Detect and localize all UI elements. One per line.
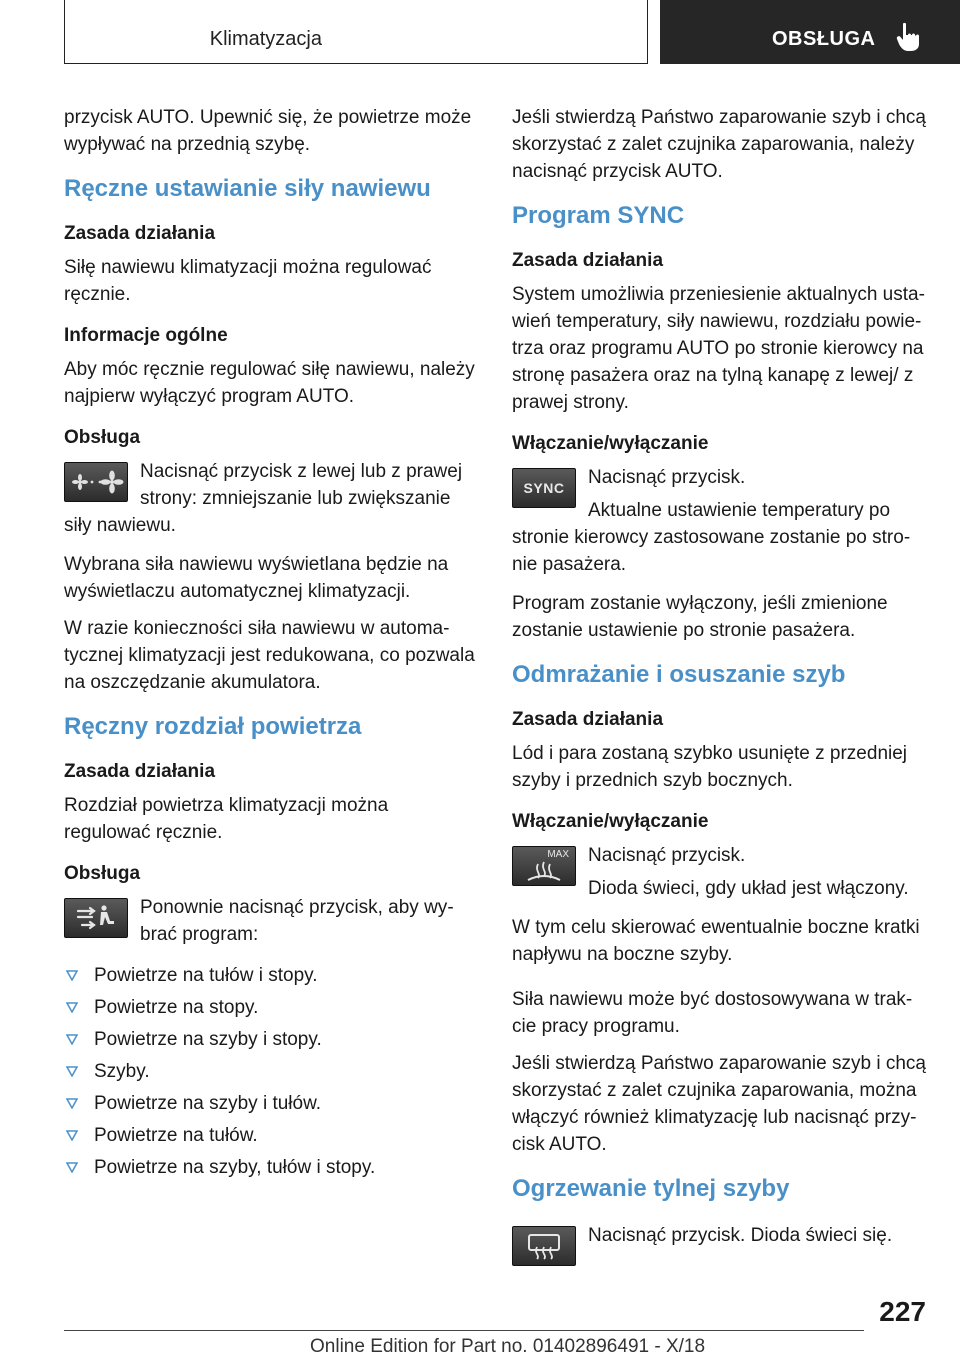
paragraph-sync-result: Aktualne ustawienie temperatury po stronie kierowcy zastosowane zostanie po stronie pasażera. xyxy=(512,500,911,575)
paragraph-principle-2: Rozdział powietrza klimatyzacji można regulować ręcznie. xyxy=(64,795,389,843)
paragraph-blower-adjust: Siła nawiewu może być dostosowywana w trakcie pracy programu. xyxy=(512,989,913,1037)
fan-speed-button-image xyxy=(64,462,128,502)
paragraph-display: Wybrana siła nawiewu wyświetlana będzie na wyświetlaczu automatycznej klimatyzacji. xyxy=(64,554,449,602)
list-item: Powietrze na szyby, tułów i stopy. xyxy=(64,1156,478,1180)
paragraph-sync-off: Program zostanie wyłączony, jeśli zmienione zostanie ustawienie po stronie pasażera. xyxy=(512,593,888,641)
subheading-principle-3: Zasada działania xyxy=(512,250,664,271)
air-distribution-icon xyxy=(74,903,118,933)
section-title: Klimatyzacja xyxy=(209,28,322,50)
paragraph-sync-principle: System umożliwia przeniesienie aktualnych ustawień temperatury, siły nawiewu, rozdziału powietrza oraz programu AUTO po stronie kierowcy na stronę pasażera oraz na tylną kanapę z lewej/ z prawej strony. xyxy=(512,284,925,413)
paragraph-max-led: Dioda świeci, gdy układ jest włączony. xyxy=(588,878,909,899)
subheading-operation: Obsługa xyxy=(64,427,141,448)
subheading-principle-4: Zasada działania xyxy=(512,709,664,730)
list-item: Szyby. xyxy=(64,1060,478,1084)
chapter-title: OBSŁUGA xyxy=(772,28,876,50)
footer-divider xyxy=(64,1330,864,1331)
hand-pointer-icon xyxy=(896,22,922,52)
footer-edition: Online Edition for Part no. 01402896491 - X/18 xyxy=(310,1336,706,1357)
subheading-principle: Zasada działania xyxy=(64,223,216,244)
max-defrost-button-row xyxy=(512,842,926,912)
paragraph-principle: Siłę nawiewu klimatyzacji można regulować ręcznie. xyxy=(64,257,432,305)
paragraph-battery: W razie konieczności siła nawiewu w automatycznej klimatyzacji jest redukowana, co pozwala na oszczędzanie akumulatora. xyxy=(64,618,475,693)
triangle-bullet-icon xyxy=(66,969,78,981)
left-column xyxy=(64,104,478,1188)
heading-rear-window: Ogrzewanie tylnej szyby xyxy=(512,1175,790,1202)
chapter-tab xyxy=(660,0,960,64)
list-item: Powietrze na szyby i stopy. xyxy=(64,1028,478,1052)
subheading-on-off: Włączanie/wyłączanie xyxy=(512,433,709,454)
paragraph-sensor: Jeśli stwierdzą Państwo zaparowanie szyb i chcą skorzystać z zalet czujnika zaparowania, można włączyć również klimatyzację lub nacisnąć przycisk AUTO. xyxy=(512,1053,926,1155)
sync-button-image xyxy=(512,468,576,508)
list-item: Powietrze na stopy. xyxy=(64,996,478,1020)
header-section-box xyxy=(64,0,648,64)
air-distribution-button-image xyxy=(64,898,128,938)
page-number: 227 xyxy=(879,1296,926,1327)
triangle-bullet-icon xyxy=(66,1097,78,1109)
max-defrost-button-image xyxy=(512,846,576,886)
windshield-defrost-icon xyxy=(524,860,564,882)
rear-defrost-button-image xyxy=(512,1226,576,1266)
intro-paragraph-right: Jeśli stwierdzą Państwo zaparowanie szyb i chcą skorzystać z zalet czujnika zaparowania, należy nacisnąć przycisk AUTO. xyxy=(512,107,926,182)
distribution-button-row xyxy=(64,894,478,954)
triangle-bullet-icon xyxy=(66,1001,78,1013)
rear-window-heater-icon xyxy=(524,1232,564,1260)
program-list xyxy=(64,964,478,1180)
heading-distribution: Ręczny rozdział powietrza xyxy=(64,713,362,740)
paragraph-rear-press: Nacisnąć przycisk. Dioda świeci się. xyxy=(588,1225,893,1246)
paragraph-sync-press: Nacisnąć przycisk. xyxy=(588,467,746,488)
subheading-on-off-2: Włączanie/wyłączanie xyxy=(512,811,709,832)
fan-icon xyxy=(68,470,124,494)
heading-manual-blower: Ręczne ustawianie siły nawiewu xyxy=(64,175,431,202)
list-item: Powietrze na tułów i stopy. xyxy=(64,964,478,988)
blower-button-row xyxy=(64,458,478,549)
triangle-bullet-icon xyxy=(66,1065,78,1077)
triangle-bullet-icon xyxy=(66,1033,78,1045)
heading-sync: Program SYNC xyxy=(512,202,685,229)
heading-defrost: Odmrażanie i osuszanie szyb xyxy=(512,661,846,688)
paragraph-distribution-button: Ponownie nacisnąć przycisk, aby wybrać program: xyxy=(140,897,454,945)
paragraph-defrost-principle: Lód i para zostaną szybko usunięte z przedniej szyby i przednich szyb bocznych. xyxy=(512,743,908,791)
paragraph-blower-button: Nacisnąć przycisk z lewej lub z prawej strony: zmniejszanie lub zwiększanie siły nawiewu. xyxy=(64,461,463,536)
list-item: Powietrze na szyby i tułów. xyxy=(64,1092,478,1116)
rear-defrost-button-row xyxy=(512,1222,926,1282)
paragraph-general-info: Aby móc ręcznie regulować siłę nawiewu, należy najpierw wyłączyć program AUTO. xyxy=(64,359,475,407)
subheading-operation-2: Obsługa xyxy=(64,863,141,884)
triangle-bullet-icon xyxy=(66,1129,78,1141)
list-item: Powietrze na tułów. xyxy=(64,1124,478,1148)
subheading-principle-2: Zasada działania xyxy=(64,761,216,782)
sync-button-row xyxy=(512,464,926,588)
triangle-bullet-icon xyxy=(66,1161,78,1173)
paragraph-vents: W tym celu skierować ewentualnie boczne kratki napływu na boczne szyby. xyxy=(512,917,920,965)
max-label: MAX xyxy=(547,849,569,860)
sync-button-label: SYNC xyxy=(523,480,565,496)
right-column xyxy=(512,104,926,1284)
intro-paragraph: przycisk AUTO. Upewnić się, że powietrze może wypływać na przednią szybę. xyxy=(64,107,472,155)
subheading-general-info: Informacje ogólne xyxy=(64,325,228,346)
paragraph-max-press: Nacisnąć przycisk. xyxy=(588,845,746,866)
